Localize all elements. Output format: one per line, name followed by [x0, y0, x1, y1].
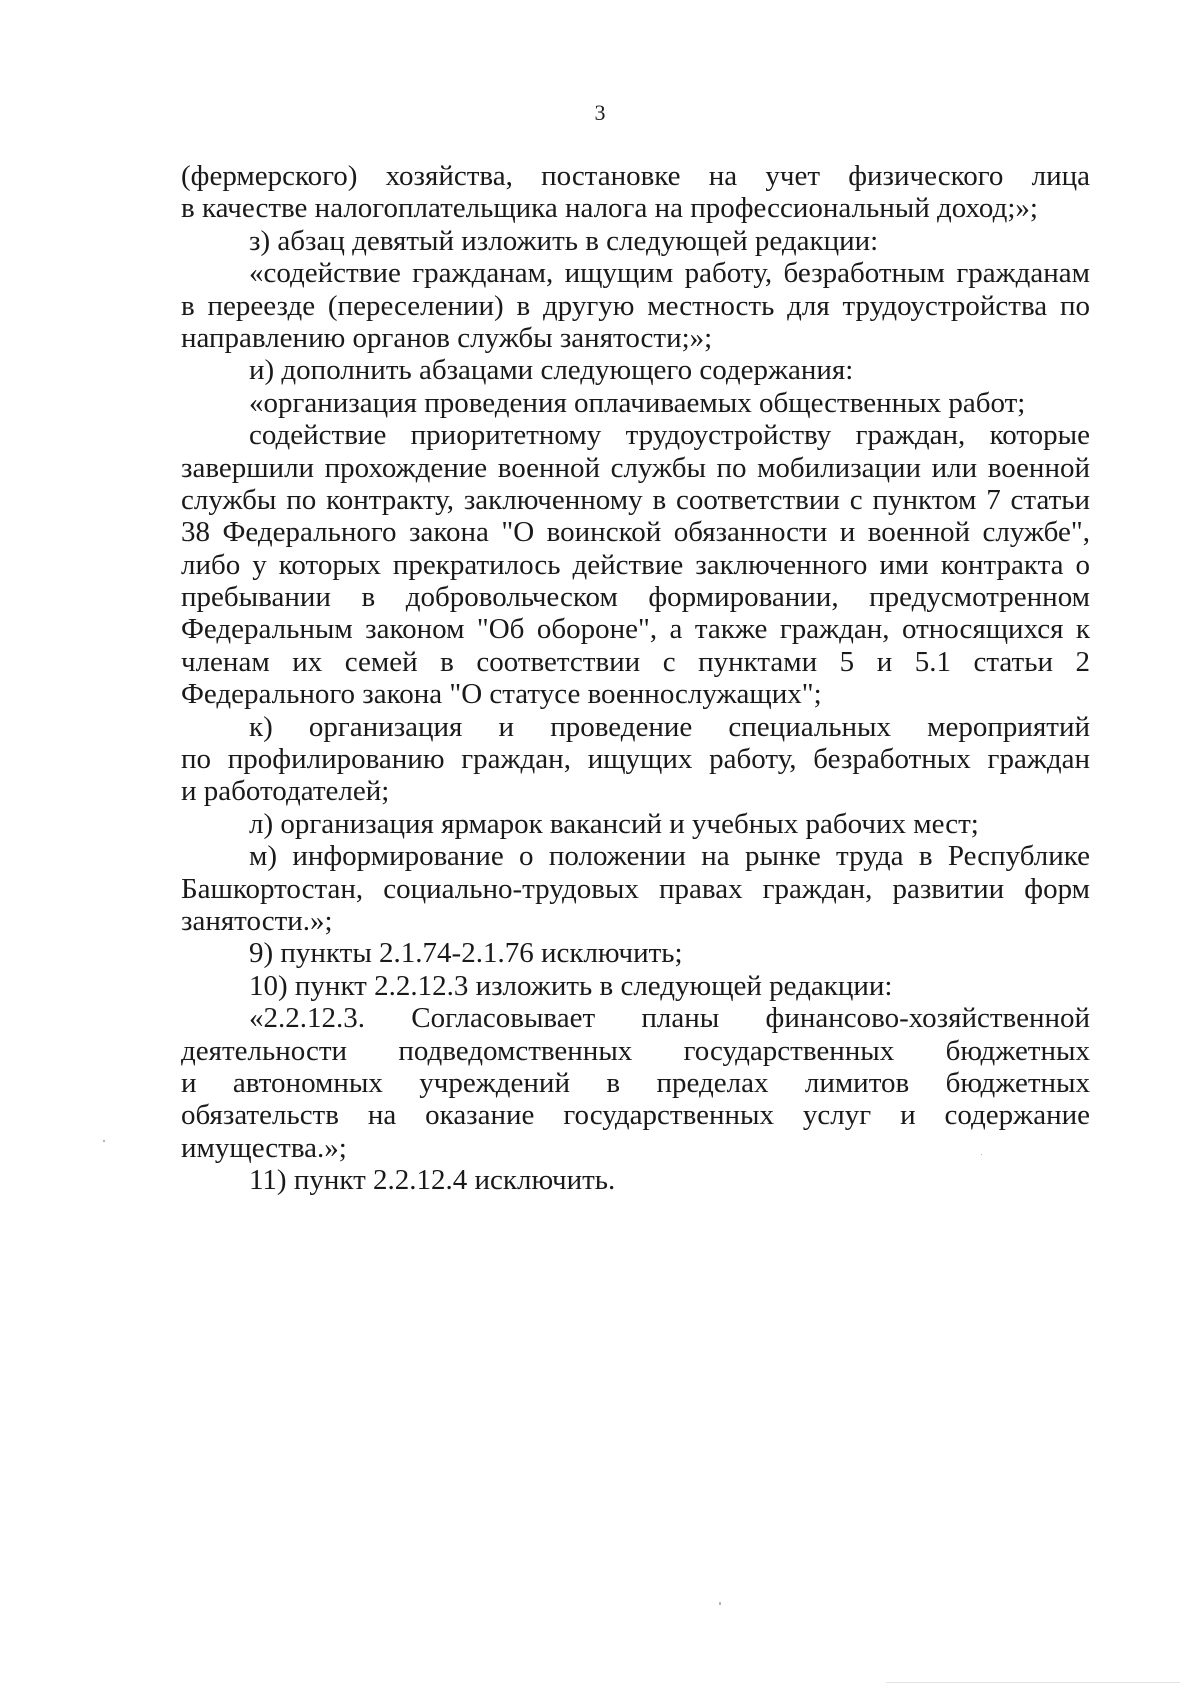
text-line: и автономных учреждений в пределах лимитов бюджетных: [181, 1066, 1090, 1099]
text-line: в качестве налогоплательщика налога на профессиональный доход;»;: [181, 192, 1038, 225]
text-line: имущества.»;: [181, 1131, 347, 1164]
text-line: л) организация ярмарок вакансий и учебных рабочих мест;: [249, 807, 979, 840]
scan-speck: [719, 1602, 721, 1605]
text-line: содействие приоритетному трудоустройству граждан, которые: [249, 419, 1090, 452]
text-line: «организация проведения оплачиваемых общественных работ;: [249, 386, 1026, 419]
text-line: 10) пункт 2.2.12.3 изложить в следующей редакции:: [249, 969, 893, 1002]
text-line: Башкортостан, социально-трудовых правах граждан, развитии форм: [181, 872, 1090, 905]
scan-edge-mark: [886, 1682, 1180, 1683]
text-line: (фермерского) хозяйства, постановке на учет физического лица: [181, 160, 1090, 192]
text-line: 38 Федерального закона "О воинской обязанности и военной службе",: [181, 516, 1090, 549]
text-line: службы по контракту, заключенному в соответствии с пунктом 7 статьи: [181, 483, 1090, 516]
text-line: Федеральным законом "Об обороне", а также граждан, относящихся к: [181, 613, 1090, 646]
text-line: «2.2.12.3. Согласовывает планы финансово-хозяйственной: [249, 1002, 1090, 1035]
document-body: [181, 160, 1090, 1197]
text-line: «содействие гражданам, ищущим работу, безработным гражданам: [249, 257, 1090, 290]
text-line: 11) пункт 2.2.12.4 исключить.: [249, 1164, 616, 1197]
text-line: и) дополнить абзацами следующего содержания:: [249, 354, 854, 387]
scan-speck: [981, 1154, 982, 1155]
text-line: в переезде (переселении) в другую местность для трудоустройства по: [181, 289, 1090, 322]
text-line: обязательств на оказание государственных услуг и содержание: [181, 1099, 1090, 1132]
text-line: м) информирование о положении на рынке труда в Республике: [249, 840, 1090, 873]
text-line: по профилированию граждан, ищущих работу, безработных граждан: [181, 743, 1090, 776]
text-line: направлению органов службы занятости;»;: [181, 321, 713, 354]
text-line: Федерального закона "О статусе военнослужащих";: [181, 678, 822, 711]
text-line: к) организация и проведение специальных мероприятий: [249, 710, 1090, 743]
page-number: 3: [594, 100, 606, 125]
text-line: 9) пункты 2.1.74-2.1.76 исключить;: [249, 937, 683, 970]
text-line: завершили прохождение военной службы по мобилизации или военной: [181, 451, 1090, 484]
text-line: з) абзац девятый изложить в следующей редакции:: [249, 224, 879, 257]
text-line: и работодателей;: [181, 775, 390, 808]
scan-speck: [103, 1140, 105, 1142]
text-line: либо у которых прекратилось действие заключенного ими контракта о: [181, 548, 1090, 581]
text-line: занятости.»;: [181, 904, 333, 937]
text-line: пребывании в добровольческом формировании, предусмотренном: [181, 581, 1090, 614]
text-line: членам их семей в соответствии с пунктами 5 и 5.1 статьи 2: [181, 645, 1090, 678]
text-line: деятельности подведомственных государственных бюджетных: [181, 1034, 1090, 1067]
